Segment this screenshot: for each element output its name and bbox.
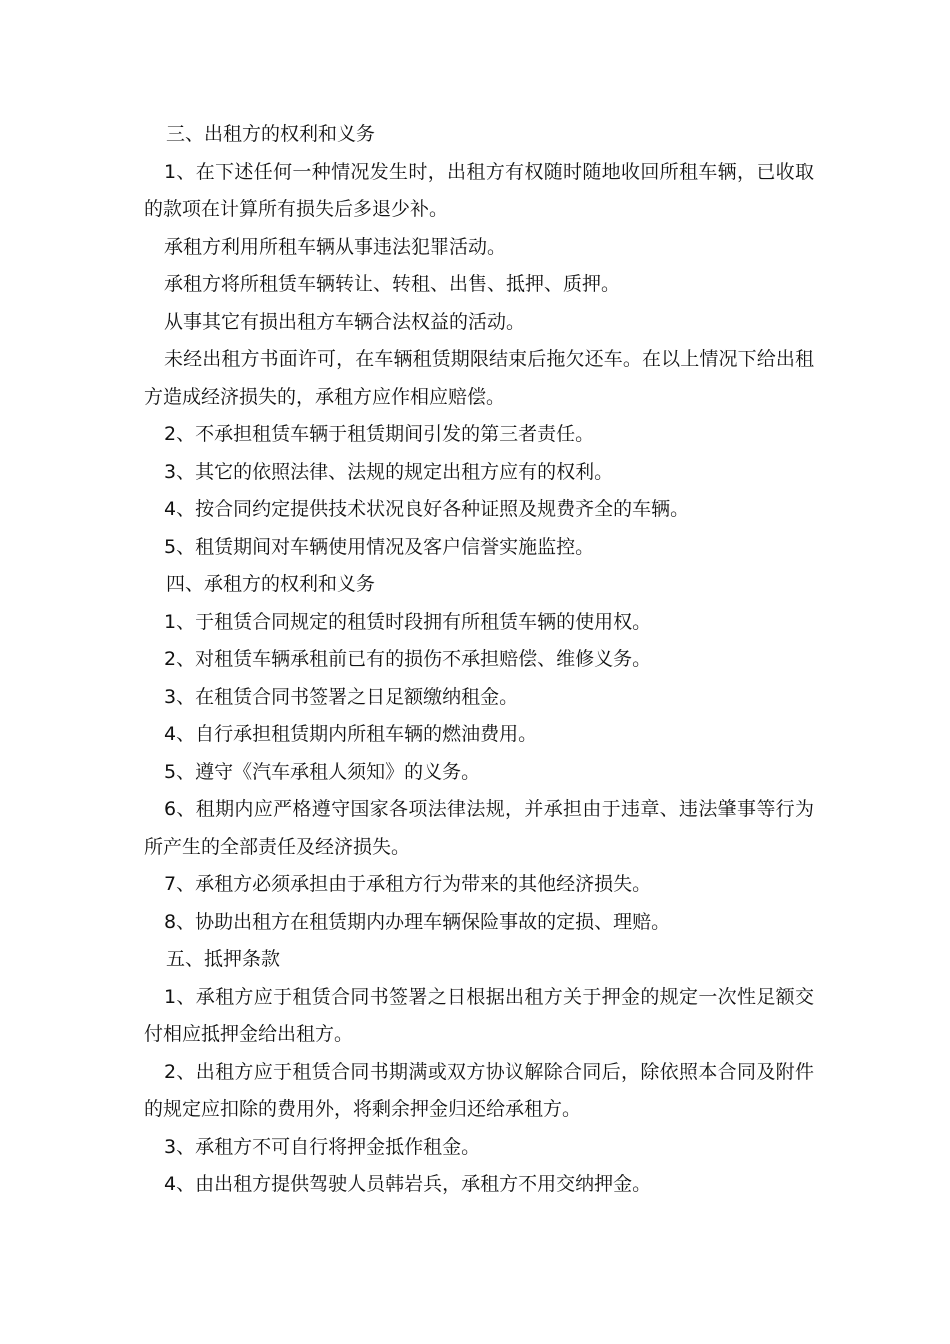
clause-4-4: 4、自行承担租赁期内所租车辆的燃油费用。 [164, 723, 538, 745]
clause-5-1: 1、承租方应于租赁合同书签署之日根据出租方关于押金的规定一次性足额交付相应抵押金给出租方。 [144, 985, 814, 1045]
clause-3-3: 3、其它的依照法律、法规的规定出租方应有的权利。 [164, 460, 614, 483]
clause-4-7: 7、承租方必须承担由于承租方行为带来的其他经济损失。 [164, 873, 652, 895]
clause-3-1-b: 承租方将所租赁车辆转让、转租、出售、抵押、质押。 [164, 273, 621, 295]
clause-5-4: 4、由出租方提供驾驶人员韩岩兵，承租方不用交纳押金。 [164, 1173, 652, 1195]
clause-4-5: 5、遵守《汽车承租人须知》的义务。 [164, 760, 481, 783]
clause-3-5: 5、租赁期间对车辆使用情况及客户信誉实施监控。 [164, 535, 595, 558]
clause-4-8: 8、协助出租方在租赁期内办理车辆保险事故的定损、理赔。 [164, 910, 671, 933]
section-heading-5: 五、抵押条款 [166, 948, 281, 970]
clause-4-3: 3、在租赁合同书签署之日足额缴纳租金。 [164, 685, 519, 708]
clause-3-1: 1、在下述任何一种情况发生时，出租方有权随时随地收回所租车辆，已收取的款项在计算所有损失后多退少补。 [144, 160, 814, 220]
clause-5-3: 3、承租方不可自行将押金抵作租金。 [164, 1135, 481, 1158]
clause-3-1-c: 从事其它有损出租方车辆合法权益的活动。 [164, 310, 526, 333]
section-heading-3: 三、出租方的权利和义务 [166, 123, 376, 145]
document-body [144, 116, 814, 1204]
clause-4-6: 6、租期内应严格遵守国家各项法律法规，并承担由于违章、违法肇事等行为所产生的全部责任及经济损失。 [144, 798, 814, 858]
clause-4-1: 1、于租赁合同规定的租赁时段拥有所租赁车辆的使用权。 [164, 610, 652, 633]
section-heading-4: 四、承租方的权利和义务 [166, 573, 376, 595]
clause-3-1-d: 未经出租方书面许可，在车辆租赁期限结束后拖欠还车。在以上情况下给出租方造成经济损失的，承租方应作相应赔偿。 [144, 348, 814, 408]
clause-5-2: 2、出租方应于租赁合同书期满或双方协议解除合同后，除依照本合同及附件的规定应扣除的费用外，将剩余押金归还给承租方。 [144, 1060, 814, 1120]
clause-3-1-a: 承租方利用所租车辆从事违法犯罪活动。 [164, 235, 507, 258]
clause-3-2: 2、不承担租赁车辆于租赁期间引发的第三者责任。 [164, 423, 595, 445]
clause-4-2: 2、对租赁车辆承租前已有的损伤不承担赔偿、维修义务。 [164, 648, 652, 670]
clause-3-4: 4、按合同约定提供技术状况良好各种证照及规费齐全的车辆。 [164, 498, 690, 520]
